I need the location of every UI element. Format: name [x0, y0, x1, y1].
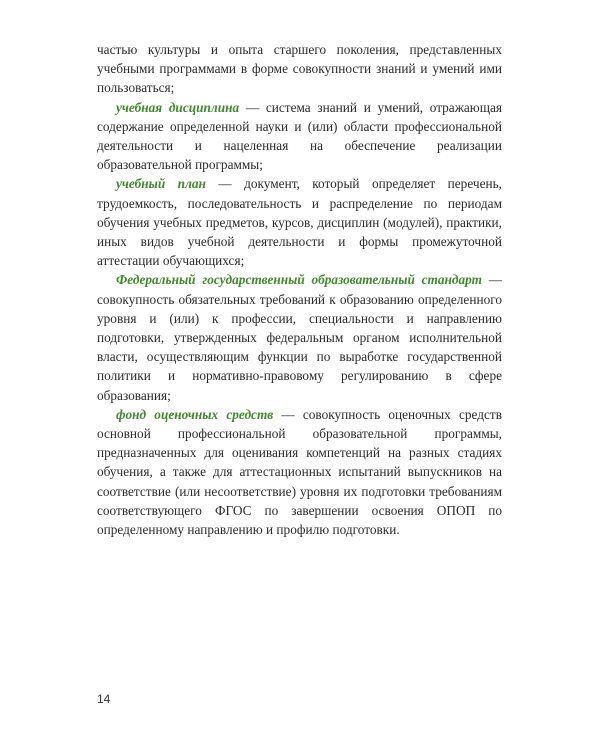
term-assessment-fund: фонд оценочных средств	[116, 406, 274, 422]
definition-assessment-fund	[97, 405, 502, 539]
paragraph-continuation	[97, 40, 502, 98]
definition-curriculum	[97, 174, 502, 270]
term-federal-standard: Федеральный государственный образовательный стандарт	[116, 272, 482, 288]
term-curriculum: учебный план	[116, 176, 206, 192]
term-academic-discipline: учебная дисциплина	[116, 99, 240, 115]
page-body	[97, 40, 502, 539]
definition-text: — совокупность обязательных требований к образованию определенного уровня и (или) к профессии, специальности и направлению подготовки, утвержденных федеральным органом исполнительной власти, осуществляющим функции по выработке государственной политики и нормативно-правовому регулированию в сфере образования;	[97, 272, 502, 403]
definition-text: — документ, который определяет перечень, трудоемкость, последовательность и распределение по периодам обучения учебных предметов, курсов, дисциплин (модулей), практики, иных видов учебной деятельности и формы промежуточной аттестации обучающихся;	[97, 176, 502, 269]
paragraph-text: частью культуры и опыта старшего поколения, представленных учебными программами в форме совокупности знаний и умений ими пользоваться;	[97, 42, 502, 96]
definition-academic-discipline	[97, 98, 502, 175]
definition-federal-standard	[97, 270, 502, 404]
definition-text: — система знаний и умений, отражающая содержание определенной науки и (или) области профессиональной деятельности и нацеленная на обеспечение реализации образовательной программы;	[97, 99, 502, 173]
definition-text: — совокупность оценочных средств основной профессиональной образовательной программы, предназначенных для оценивания компетенций на разных стадиях обучения, а также для аттестационных испытаний выпускников на соответствие (или несоответствие) уровня их подготовки требованиям соответствующего ФГОС по завершении освоения ОПОП по определенному направлению и профилю подготовки.	[97, 406, 502, 538]
page-number: 14	[97, 692, 111, 706]
